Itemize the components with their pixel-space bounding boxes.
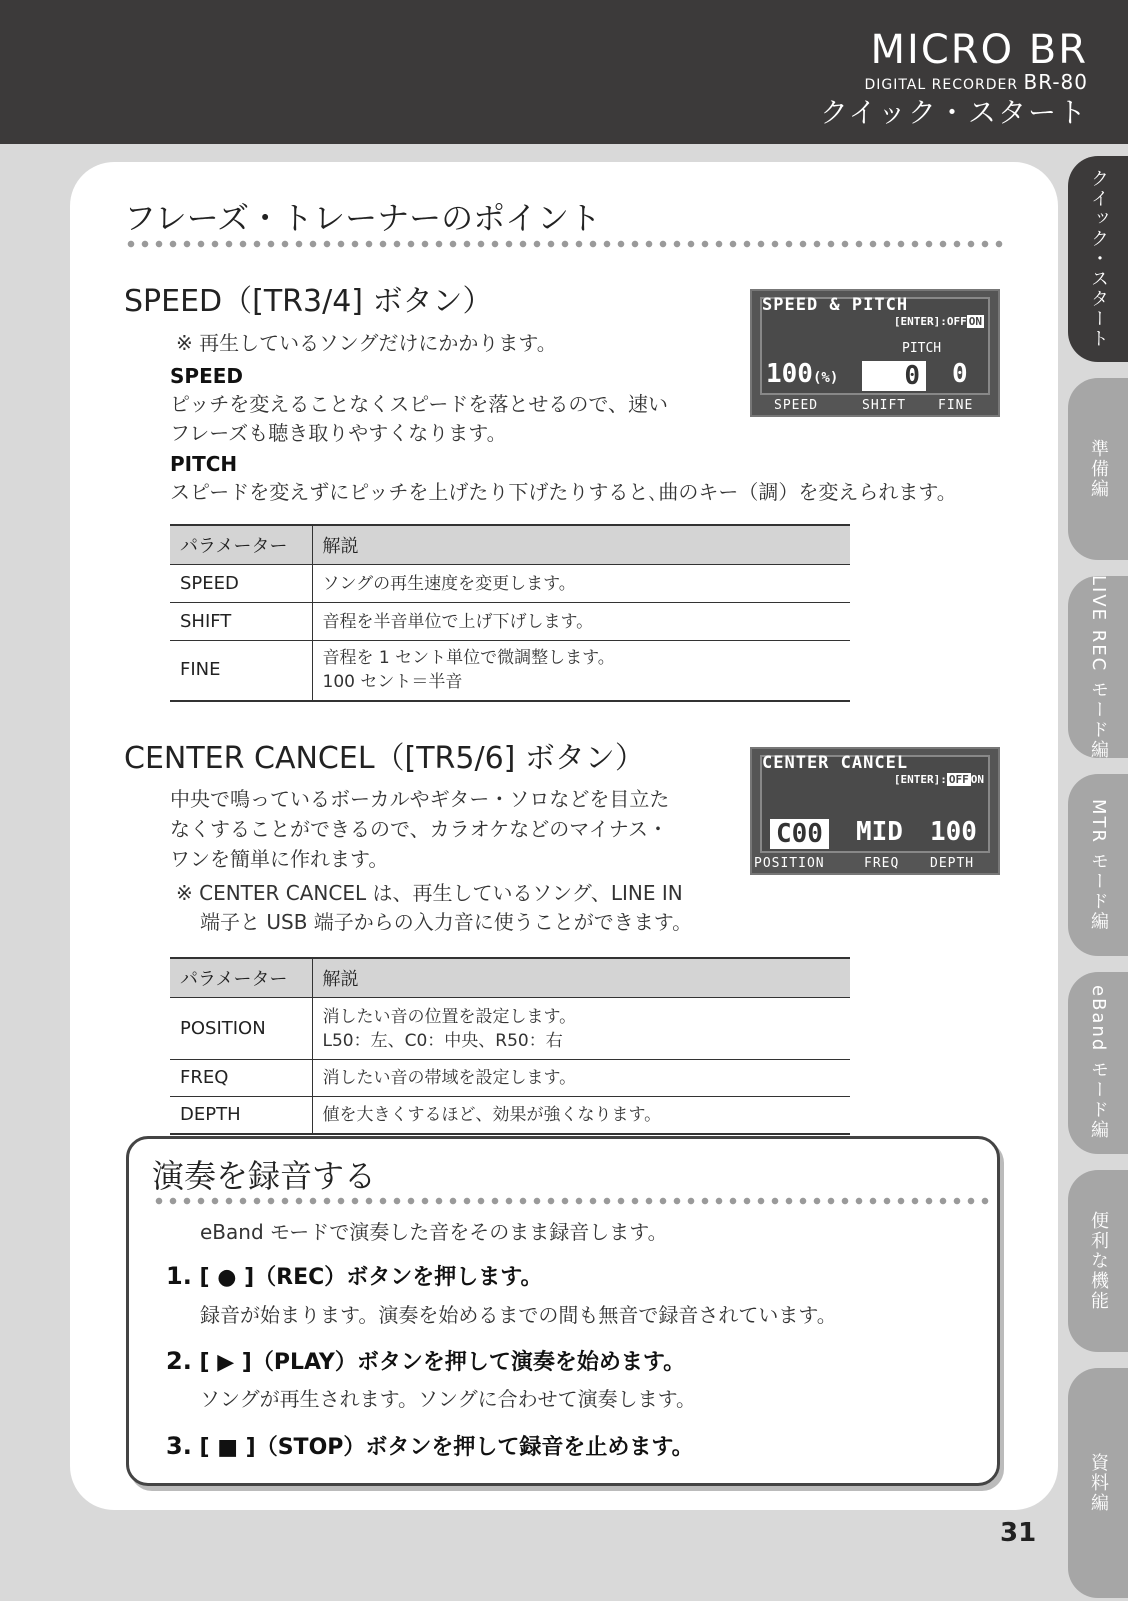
lcd-enter-state <box>894 773 984 786</box>
tab-label: 便利な機能 <box>1088 1211 1109 1311</box>
table-header-desc: 解説 <box>312 525 850 565</box>
lcd-enter-label: [ENTER]:OFF <box>893 315 967 328</box>
param-cell: FREQ <box>170 1060 312 1097</box>
center-cancel-param-table <box>170 957 850 1135</box>
section-title-phrase-trainer: フレーズ・トレーナーのポイント <box>124 199 602 237</box>
step-text: [ ▶ ]（PLAY）ボタンを押して演奏を始めます。 <box>199 1350 686 1375</box>
speed-desc-2: フレーズも聴き取りやすくなります。 <box>170 421 507 445</box>
table-row <box>170 603 850 641</box>
speed-desc-1: ピッチを変えることなくスピードを落とせるので、速い <box>170 392 668 416</box>
center-cancel-desc-2: なくすることができるので、カラオケなどのマイナス・ <box>170 817 668 841</box>
model-prefix: DIGITAL RECORDER <box>864 77 1024 93</box>
param-cell: SPEED <box>170 565 312 603</box>
desc-cell <box>312 603 850 641</box>
step-2-desc: ソングが再生されます。ソングに合わせて演奏します。 <box>200 1387 696 1411</box>
lcd-foot-depth: DEPTH <box>930 856 975 871</box>
model-line <box>820 72 1088 95</box>
desc-line: L50：左、C0：中央、R50：右 <box>322 1030 563 1051</box>
lcd-foot-freq: FREQ <box>864 856 900 871</box>
lcd-enter-label: [ENTER]: <box>893 773 947 786</box>
lcd-pitch-label: PITCH <box>902 341 942 356</box>
step-text: [ ● ]（REC）ボタンを押します。 <box>199 1265 543 1290</box>
center-cancel-note-1: ※ CENTER CANCEL は、再生しているソング、LINE IN <box>176 881 683 905</box>
lcd-title: CENTER CANCEL <box>762 753 909 773</box>
desc-line: ソングの再生速度を変更します。 <box>322 573 576 594</box>
lcd-depth-value: 100 <box>930 817 977 847</box>
desc-line: 消したい音の帯域を設定します。 <box>322 1068 577 1088</box>
speed-label: SPEED <box>170 364 243 388</box>
lcd-foot-fine: FINE <box>938 398 974 413</box>
brand-logo: MICRO BR <box>870 27 1088 73</box>
lcd-fine-value: 0 <box>952 359 968 389</box>
center-cancel-desc-3: ワンを簡単に作れます。 <box>170 847 389 871</box>
desc-cell <box>312 641 850 701</box>
step-3 <box>166 1430 694 1461</box>
lcd-speed-value <box>766 359 838 389</box>
desc-cell <box>312 565 850 603</box>
header-subtitle: クイック・スタート <box>819 96 1088 129</box>
lcd-enter-state <box>894 315 984 328</box>
model-name: BR-80 <box>1023 70 1088 94</box>
desc-line: 音程を半音単位で上げ下げします。 <box>322 611 594 632</box>
lcd-position-value: C00 <box>770 819 829 849</box>
center-cancel-note-2: 端子と USB 端子からの入力音に使うことができます。 <box>200 910 693 934</box>
dotted-divider <box>152 1196 992 1206</box>
table-header-row <box>170 525 850 565</box>
param-cell: DEPTH <box>170 1097 312 1134</box>
lcd-speed-number: 100 <box>766 359 813 389</box>
tab-live-rec[interactable] <box>1068 576 1128 758</box>
tab-mtr[interactable] <box>1068 774 1128 956</box>
section-title-recording: 演奏を録音する <box>152 1157 377 1195</box>
tab-label: クイック・スタート <box>1088 169 1109 349</box>
tab-label: LIVE REC モード編 <box>1088 574 1109 760</box>
lcd-enter-on: ON <box>970 773 984 786</box>
speed-heading: SPEED（[TR3/4] ボタン） <box>124 284 493 319</box>
step-number: 3. <box>166 1432 192 1460</box>
desc-line: 音程を 1 セント単位で微調整します。 <box>322 648 615 669</box>
lcd-speed-unit: (%) <box>812 370 839 386</box>
tab-label: 準備編 <box>1088 439 1109 499</box>
lcd-title: SPEED & PITCH <box>762 295 909 315</box>
lcd-center-cancel <box>750 747 1000 875</box>
tab-preparation[interactable] <box>1068 378 1128 560</box>
table-header-param: パラメーター <box>170 958 312 998</box>
step-number: 1. <box>166 1262 192 1290</box>
speed-param-table <box>170 524 850 702</box>
table-row <box>170 998 850 1060</box>
tab-label: eBand モード編 <box>1088 985 1109 1141</box>
table-row <box>170 641 850 701</box>
speed-note: ※ 再生しているソングだけにかかります。 <box>176 331 557 355</box>
lcd-foot-position: POSITION <box>754 856 825 871</box>
desc-line: 100 セント＝半音 <box>322 672 463 693</box>
tab-label: MTR モード編 <box>1088 798 1109 932</box>
param-cell: FINE <box>170 641 312 701</box>
recording-intro: eBand モードで演奏した音をそのまま録音します。 <box>200 1220 668 1244</box>
lcd-speed-pitch <box>750 289 1000 417</box>
pitch-label: PITCH <box>170 452 238 476</box>
page-number: 31 <box>1000 1518 1037 1548</box>
brand-block <box>820 28 1088 131</box>
desc-line: 値を大きくするほど、効果が強くなります。 <box>322 1104 662 1125</box>
lcd-enter-off: OFF <box>948 773 969 786</box>
table-row <box>170 1097 850 1134</box>
lcd-enter-on: ON <box>968 315 982 328</box>
step-2 <box>166 1345 685 1376</box>
tab-quick-start[interactable] <box>1068 156 1128 362</box>
step-text: [ ■ ]（STOP）ボタンを押して録音を止めます。 <box>199 1435 694 1460</box>
table-header-param: パラメーター <box>170 525 312 565</box>
step-1-desc: 録音が始まります。演奏を始めるまでの間も無音で録音されています。 <box>200 1303 837 1327</box>
table-row <box>170 1060 850 1097</box>
table-row <box>170 565 850 603</box>
lcd-freq-value: MID <box>856 817 903 847</box>
dotted-divider <box>124 239 1006 249</box>
tab-useful-functions[interactable] <box>1068 1170 1128 1352</box>
tab-eband[interactable] <box>1068 972 1128 1154</box>
tab-label: 資料編 <box>1088 1453 1109 1513</box>
lcd-foot-shift: SHIFT <box>862 398 907 413</box>
pitch-desc: スピードを変えずにピッチを上げたり下げたりすると､曲のキー（調）を変えられます。 <box>170 480 957 504</box>
desc-cell <box>312 1060 850 1097</box>
step-number: 2. <box>166 1347 192 1375</box>
step-1 <box>166 1260 542 1291</box>
table-header-row <box>170 958 850 998</box>
center-cancel-desc-1: 中央で鳴っているボーカルやギター・ソロなどを目立た <box>170 787 670 811</box>
lcd-shift-value: 0 <box>862 361 926 391</box>
lcd-foot-speed: SPEED <box>774 398 819 413</box>
param-cell: SHIFT <box>170 603 312 641</box>
desc-cell <box>312 998 850 1060</box>
desc-line: 消したい音の位置を設定します。 <box>322 1006 577 1027</box>
table-header-desc: 解説 <box>312 958 850 998</box>
param-cell: POSITION <box>170 998 312 1060</box>
tab-appendix[interactable] <box>1068 1368 1128 1598</box>
center-cancel-heading: CENTER CANCEL（[TR5/6] ボタン） <box>124 741 645 776</box>
page-header <box>0 0 1128 144</box>
desc-cell <box>312 1097 850 1134</box>
